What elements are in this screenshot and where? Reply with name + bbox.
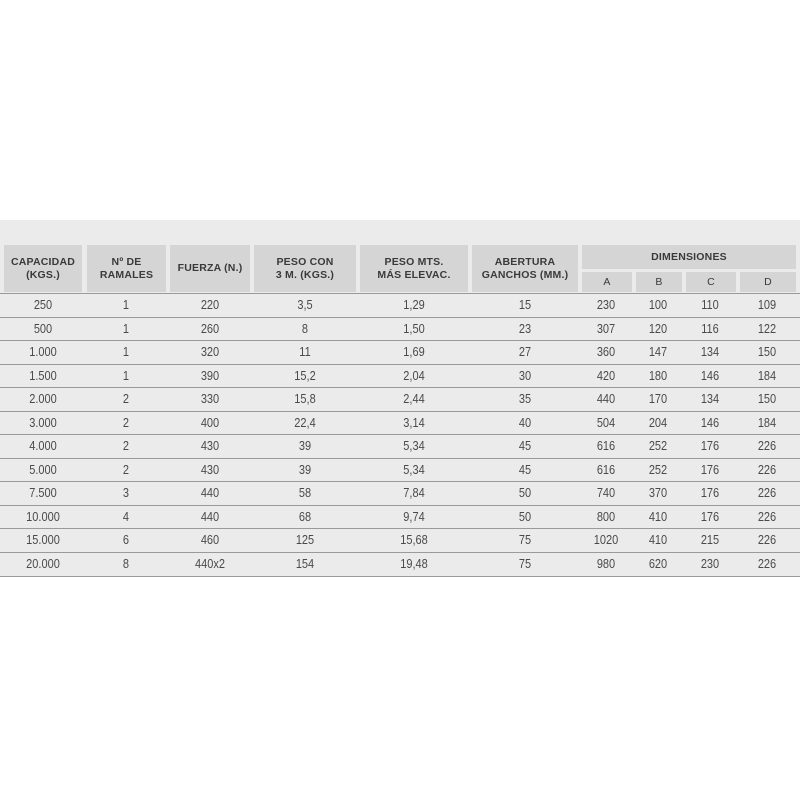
table-cell: 170 <box>648 392 668 406</box>
table-cell: 230 <box>596 298 616 312</box>
table-cell: 220 <box>200 298 220 312</box>
table-cell: 45 <box>518 439 532 453</box>
table-cell: 740 <box>596 486 616 500</box>
header-abertura: ABERTURA GANCHOS (MM.) <box>472 245 578 292</box>
table-cell: 3,14 <box>403 416 425 430</box>
table-cell: 15,8 <box>294 392 316 406</box>
table-cell: 39 <box>298 463 312 477</box>
table-cell: 7.500 <box>29 486 57 500</box>
table-cell: 410 <box>648 510 668 524</box>
table-cell: 440 <box>596 392 616 406</box>
table-cell: 1,50 <box>403 322 425 336</box>
table-cell: 7,84 <box>403 486 425 500</box>
table-cell: 800 <box>596 510 616 524</box>
table-cell: 2,44 <box>403 392 425 406</box>
table-cell: 2 <box>122 392 130 406</box>
table-cell: 50 <box>518 510 532 524</box>
table-cell: 150 <box>757 345 777 359</box>
table-cell: 2.000 <box>29 392 57 406</box>
table-cell: 2 <box>122 439 130 453</box>
header-ramales: Nº DE RAMALES <box>87 245 166 292</box>
table-cell: 176 <box>700 486 720 500</box>
table-cell: 8 <box>122 557 130 571</box>
table-cell: 410 <box>648 533 668 547</box>
table-cell: 226 <box>757 439 777 453</box>
table-cell: 330 <box>200 392 220 406</box>
header-capacidad: CAPACIDAD (KGS.) <box>4 245 82 292</box>
table-cell: 39 <box>298 439 312 453</box>
table-bottom-border <box>0 576 800 577</box>
table-cell: 252 <box>648 463 668 477</box>
table-cell: 1 <box>122 369 130 383</box>
table-cell: 176 <box>700 510 720 524</box>
table-cell: 4 <box>122 510 130 524</box>
table-cell: 620 <box>648 557 668 571</box>
table-cell: 1,29 <box>403 298 425 312</box>
header-dim-a: A <box>582 272 632 292</box>
table-cell: 180 <box>648 369 668 383</box>
header-dim-c: C <box>686 272 736 292</box>
table-cell: 226 <box>757 486 777 500</box>
table-cell: 226 <box>757 533 777 547</box>
table-cell: 15,68 <box>400 533 428 547</box>
table-cell: 45 <box>518 463 532 477</box>
table-cell: 150 <box>757 392 777 406</box>
table-cell: 5.000 <box>29 463 57 477</box>
table-cell: 2 <box>122 416 130 430</box>
header-peso-mts: PESO MTS. MÁS ELEVAC. <box>360 245 468 292</box>
table-cell: 320 <box>200 345 220 359</box>
table-cell: 122 <box>757 322 777 336</box>
table-cell: 19,48 <box>400 557 428 571</box>
table-cell: 22,4 <box>294 416 316 430</box>
table-cell: 440 <box>200 486 220 500</box>
table-cell: 260 <box>200 322 220 336</box>
table-cell: 616 <box>596 439 616 453</box>
table-cell: 120 <box>648 322 668 336</box>
table-cell: 154 <box>295 557 315 571</box>
table-cell: 2,04 <box>403 369 425 383</box>
table-cell: 176 <box>700 463 720 477</box>
table-cell: 307 <box>596 322 616 336</box>
table-cell: 504 <box>596 416 616 430</box>
table-cell: 125 <box>295 533 315 547</box>
table-cell: 3.000 <box>29 416 57 430</box>
table-cell: 8 <box>301 322 309 336</box>
table-cell: 1.000 <box>29 345 57 359</box>
table-cell: 15 <box>518 298 532 312</box>
table-cell: 420 <box>596 369 616 383</box>
table-cell: 134 <box>700 345 720 359</box>
header-fuerza: FUERZA (N.) <box>170 245 250 292</box>
table-cell: 3,5 <box>297 298 313 312</box>
table-cell: 1.500 <box>29 369 57 383</box>
table-cell: 1020 <box>593 533 619 547</box>
table-cell: 1 <box>122 345 130 359</box>
table-cell: 440 <box>200 510 220 524</box>
table-cell: 20.000 <box>26 557 60 571</box>
table-cell: 1 <box>122 298 130 312</box>
table-cell: 215 <box>700 533 720 547</box>
table-cell: 116 <box>701 322 719 336</box>
table-cell: 176 <box>700 439 720 453</box>
table-cell: 226 <box>757 463 777 477</box>
table-cell: 4.000 <box>29 439 57 453</box>
table-cell: 100 <box>648 298 668 312</box>
table-cell: 1,69 <box>403 345 425 359</box>
table-cell: 430 <box>200 463 220 477</box>
table-cell: 58 <box>298 486 312 500</box>
table-cell: 75 <box>518 533 532 547</box>
header-dim-b: B <box>636 272 682 292</box>
header-dim-d: D <box>740 272 796 292</box>
table-cell: 147 <box>648 345 668 359</box>
header-peso-con: PESO CON 3 M. (KGS.) <box>254 245 356 292</box>
table-cell: 370 <box>648 486 668 500</box>
table-cell: 50 <box>518 486 532 500</box>
header-dimensiones: DIMENSIONES <box>582 245 796 269</box>
table-cell: 68 <box>298 510 312 524</box>
table-cell: 5,34 <box>403 463 425 477</box>
table-cell: 40 <box>518 416 532 430</box>
table-cell: 6 <box>122 533 130 547</box>
table-cell: 616 <box>596 463 616 477</box>
table-cell: 250 <box>33 298 53 312</box>
table-cell: 3 <box>122 486 130 500</box>
table-cell: 430 <box>200 439 220 453</box>
table-cell: 226 <box>757 557 777 571</box>
table-cell: 9,74 <box>403 510 425 524</box>
table-cell: 5,34 <box>403 439 425 453</box>
table-cell: 146 <box>700 416 720 430</box>
table-cell: 400 <box>200 416 220 430</box>
table-cell: 134 <box>700 392 720 406</box>
table-cell: 11 <box>299 345 311 359</box>
table-cell: 500 <box>33 322 53 336</box>
table-cell: 109 <box>757 298 777 312</box>
table-cell: 27 <box>518 345 532 359</box>
table-cell: 2 <box>122 463 130 477</box>
table-cell: 110 <box>701 298 719 312</box>
table-cell: 75 <box>518 557 532 571</box>
table-cell: 35 <box>518 392 532 406</box>
table-cell: 23 <box>518 322 532 336</box>
table-cell: 226 <box>757 510 777 524</box>
table-cell: 30 <box>518 369 532 383</box>
table-cell: 184 <box>757 416 777 430</box>
table-cell: 204 <box>648 416 668 430</box>
table-cell: 146 <box>700 369 720 383</box>
table-cell: 440x2 <box>195 557 225 571</box>
table-cell: 230 <box>700 557 720 571</box>
table-cell: 15.000 <box>26 533 60 547</box>
table-cell: 390 <box>200 369 220 383</box>
table-cell: 15,2 <box>294 369 316 383</box>
table-cell: 360 <box>596 345 616 359</box>
table-cell: 980 <box>596 557 616 571</box>
table-cell: 252 <box>648 439 668 453</box>
table-cell: 10.000 <box>26 510 60 524</box>
table-cell: 184 <box>757 369 777 383</box>
table-cell: 460 <box>200 533 220 547</box>
table-cell: 1 <box>122 322 130 336</box>
